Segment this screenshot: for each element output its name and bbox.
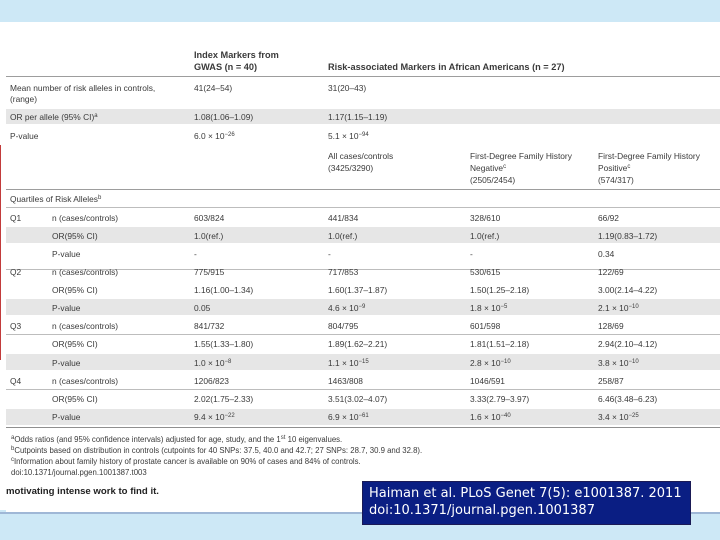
q-cell: 441/834 xyxy=(328,213,359,223)
q-cell: 1.0(ref.) xyxy=(470,231,500,241)
q-cell: 1.60(1.37–1.87) xyxy=(328,285,388,295)
q-cell: 66/92 xyxy=(598,213,619,223)
subheader-pos-2: Positive$^c$ xyxy=(598,163,631,173)
q-cell: 3.33(2.79–3.97) xyxy=(470,394,530,404)
q-cell: $2.8 \times 10^{-10}$ xyxy=(470,358,511,368)
q-cell: 3.51(3.02–4.07) xyxy=(328,394,388,404)
q-cell: 1.81(1.51–2.18) xyxy=(470,339,530,349)
q-row-label: n (cases/controls) xyxy=(52,321,119,331)
subheader-neg-n: (2505/2454) xyxy=(470,175,516,185)
quartile-rule xyxy=(6,389,720,390)
quartile-label: Q2 xyxy=(10,267,22,277)
q-cell: 122/69 xyxy=(598,267,624,277)
q-row-label: n (cases/controls) xyxy=(52,376,119,386)
q-cell: $9.4 \times 10^{-22}$ xyxy=(194,412,235,422)
q-row-label: P-value xyxy=(52,358,81,368)
q-row-label: P-value xyxy=(52,303,81,313)
quartile-label: Q1 xyxy=(10,213,22,223)
q-cell: 328/610 xyxy=(470,213,501,223)
q-cell: 3.00(2.14–4.22) xyxy=(598,285,658,295)
q-cell: $4.6 \times 10^{-9}$ xyxy=(328,303,366,313)
subheader-pos-n: (574/317) xyxy=(598,175,634,185)
q-row-label: n (cases/controls) xyxy=(52,267,119,277)
row-mean-v2: 31(20–43) xyxy=(328,83,367,93)
left-red-bracket xyxy=(0,145,4,360)
slide-body-text: motivating intense work to find it. xyxy=(6,486,159,497)
citation-line1: Haiman et al. PLoS Genet 7(5): e1001387. 2011 xyxy=(369,486,682,501)
quartile-rule xyxy=(6,334,720,335)
q-cell: 1.0(ref.) xyxy=(328,231,358,241)
q-cell: 1.16(1.00–1.34) xyxy=(194,285,254,295)
citation-line2[interactable]: doi:10.1371/journal.pgen.1001387 xyxy=(369,503,595,518)
header-col1: Index Markers from xyxy=(194,50,279,60)
q-cell: 530/615 xyxy=(470,267,501,277)
q-cell: 1.89(1.62–2.21) xyxy=(328,339,388,349)
footnote-c: $^c$Information about family history of prostate cancer is available on 90% of cases and 84% of controls. xyxy=(11,457,361,466)
q-cell: 1.19(0.83–1.72) xyxy=(598,231,658,241)
row-mean-label-range: (range) xyxy=(10,94,37,104)
subheader-rule xyxy=(6,189,720,190)
quartiles-label: Quartiles of Risk Alleles$^b$ xyxy=(10,194,102,204)
q-cell: 1463/808 xyxy=(328,376,363,386)
q-row-label: n (cases/controls) xyxy=(52,213,119,223)
header-col2: Risk-associated Markers in African Americans (n = 27) xyxy=(328,62,565,72)
table-figure xyxy=(6,22,720,512)
q-row-label: OR(95% CI) xyxy=(52,339,98,349)
q-row-label: OR(95% CI) xyxy=(52,285,98,295)
q-cell: 1.0(ref.) xyxy=(194,231,224,241)
q-cell: 1206/823 xyxy=(194,376,229,386)
q-cell: 601/598 xyxy=(470,321,501,331)
q-cell: 1.50(1.25–2.18) xyxy=(470,285,530,295)
footnote-b: $^b$Cutpoints based on distribution in controls (cutpoints for 40 SNPs: 37.5, 40.0 and 42.7; 27 SNPs: 28.7, 30.9 and 32.8). xyxy=(11,446,423,455)
subheader-all-n: (3425/3290) xyxy=(328,163,374,173)
header-col1-n: GWAS (n = 40) xyxy=(194,62,258,72)
row-p-v1: $6.0 \times 10^{-26}$ xyxy=(194,131,235,141)
subheader-neg: First-Degree Family History xyxy=(470,151,572,161)
q-cell: $1.8 \times 10^{-5}$ xyxy=(470,303,508,313)
footnote-doi[interactable]: doi:10.1371/journal.pgen.1001387.t003 xyxy=(11,468,147,477)
quartile-label: Q3 xyxy=(10,321,22,331)
q-cell: $6.9 \times 10^{-61}$ xyxy=(328,412,369,422)
q-cell: $3.4 \times 10^{-25}$ xyxy=(598,412,639,422)
q-cell: $1.0 \times 10^{-8}$ xyxy=(194,358,232,368)
q-cell: 6.46(3.48–6.23) xyxy=(598,394,658,404)
row-mean-v1: 41(24–54) xyxy=(194,83,233,93)
q-cell: $1.1 \times 10^{-15}$ xyxy=(328,358,369,368)
q-cell: 804/795 xyxy=(328,321,359,331)
footnote-a: $^a$Odds ratios (and 95% confidence intervals) adjusted for age, study, and the 1st 10 eigenvalues. xyxy=(11,435,343,444)
row-or-label: OR per allele (95% CI)$^a$ xyxy=(10,112,98,122)
subheader-pos: First-Degree Family History xyxy=(598,151,700,161)
q-cell: 258/87 xyxy=(598,376,624,386)
q-cell: 841/732 xyxy=(194,321,225,331)
q-cell: - xyxy=(194,249,197,259)
row-p-label: P-value xyxy=(10,131,39,141)
q-cell: 0.05 xyxy=(194,303,211,313)
row-p-v2: $5.1 \times 10^{-94}$ xyxy=(328,131,369,141)
slide-top-band xyxy=(0,0,720,20)
q-cell: 2.94(2.10–4.12) xyxy=(598,339,658,349)
q-cell: 128/69 xyxy=(598,321,624,331)
q-cell: 603/824 xyxy=(194,213,225,223)
q-cell: 717/853 xyxy=(328,267,359,277)
quartiles-rule xyxy=(6,207,720,208)
table-bottom-rule xyxy=(6,427,720,428)
q-row-label: OR(95% CI) xyxy=(52,231,98,241)
q-row-label: P-value xyxy=(52,249,81,259)
q-cell: - xyxy=(470,249,473,259)
q-row-label: OR(95% CI) xyxy=(52,394,98,404)
q-row-label: P-value xyxy=(52,412,81,422)
citation-box xyxy=(362,481,691,525)
q-cell: 1.55(1.33–1.80) xyxy=(194,339,254,349)
q-cell: - xyxy=(328,249,331,259)
header-rule xyxy=(6,76,720,77)
subheader-neg-2: Negative$^c$ xyxy=(470,163,507,173)
q-cell: 775/915 xyxy=(194,267,225,277)
q-cell: 2.02(1.75–2.33) xyxy=(194,394,254,404)
q-cell: 1046/591 xyxy=(470,376,505,386)
q-cell: 0.34 xyxy=(598,249,615,259)
quartile-label: Q4 xyxy=(10,376,22,386)
q-cell: $1.6 \times 10^{-40}$ xyxy=(470,412,511,422)
subheader-all: All cases/controls xyxy=(328,151,394,161)
row-or-v2: 1.17(1.15–1.19) xyxy=(328,112,388,122)
row-mean-label: Mean number of risk alleles in controls, xyxy=(10,83,156,93)
q-cell: $3.8 \times 10^{-10}$ xyxy=(598,358,639,368)
row-or-v1: 1.08(1.06–1.09) xyxy=(194,112,254,122)
q-cell: $2.1 \times 10^{-10}$ xyxy=(598,303,639,313)
